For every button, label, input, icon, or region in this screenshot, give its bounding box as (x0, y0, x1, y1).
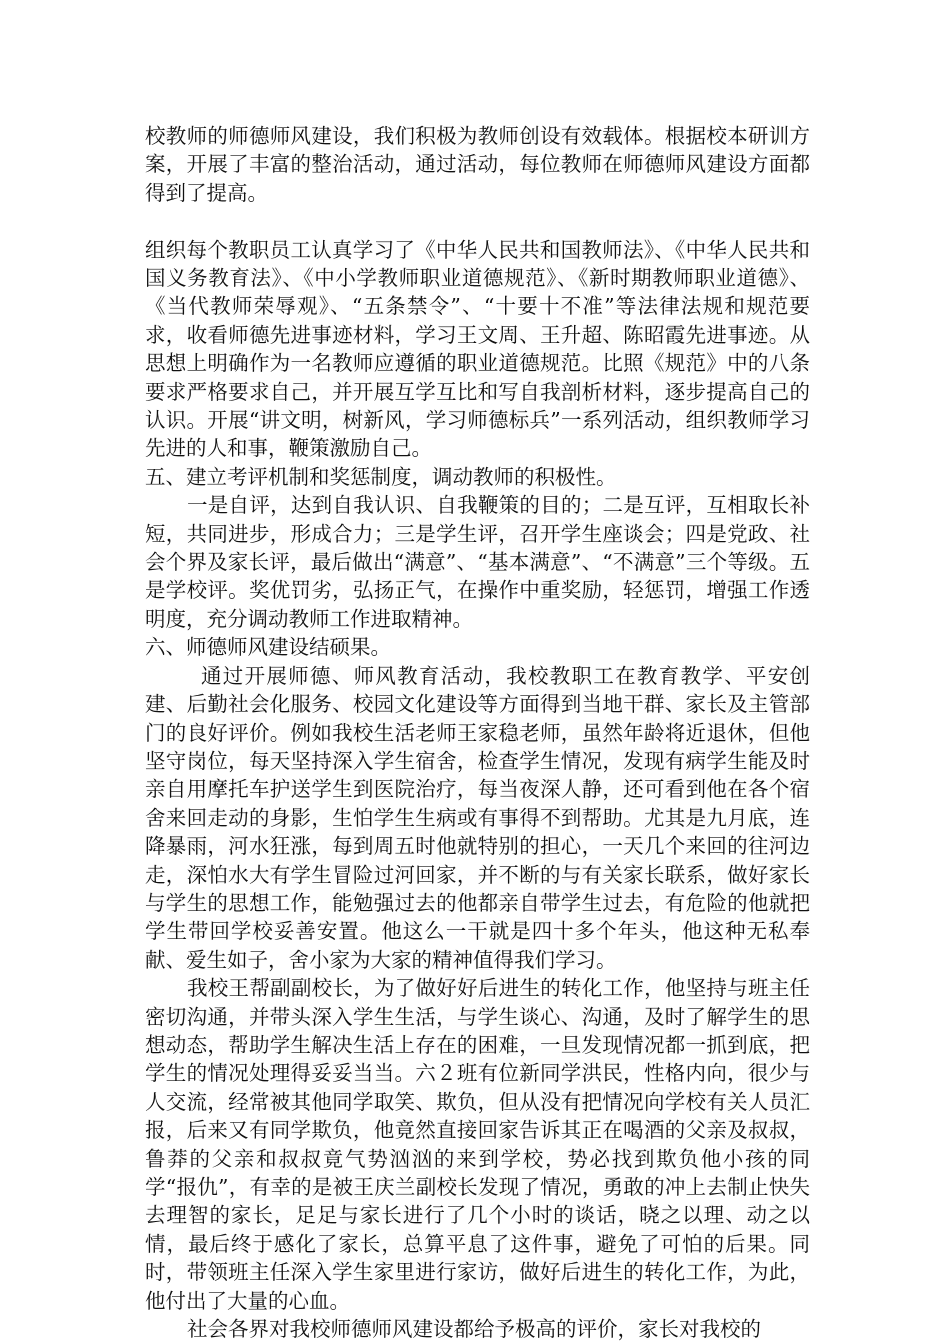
section-heading-6: 六、师德师风建设结硕果。 (145, 635, 391, 660)
paragraph-evaluation: 一是自评，达到自我认识、自我鞭策的目的；二是互评，互相取长补短，共同进步，形成合力；三是学生评，召开学生座谈会；四是党政、社会个界及家长评，最后做出“满意”、“基本满意”、“不满意”三个等级。五是学校评。奖优罚劣，弘扬正气，在操作中重奖励，轻惩罚，增强工作透明度，充分调动教师工作进取精神。 (145, 493, 810, 631)
blank-line (145, 207, 810, 235)
paragraph-teacher-wang-jiawen: 通过开展师德、师风教育活动，我校教职工在教育教学、平安创建、后勤社会化服务、校园文化建设等方面得到当地干群、家长及主管部门的良好评价。例如我校生活老师王家稳老师，虽然年龄将近退休，但他坚守岗位，每天坚持深入学生宿舍，检查学生情况，发现有病学生能及时亲自用摩托车护送学生到医院治疗，每当夜深人静，还可看到他在各个宿舍来回走动的身影，生怕学生生病或有事得不到帮助。尤其是九月底，连降暴雨，河水狂涨，每到周五时他就特别的担心，一天几个来回的往河边走，深怕水大有学生冒险过河回家，并不断的与有关家长联系，做好家长与学生的思想工作，能勉强过去的他都亲自带学生过去，有危险的他就把学生带回学校妥善安置。他这么一干就是四十多个年头，他这种无私奉献、爱生如子，舍小家为大家的精神值得我们学习。 (145, 663, 810, 972)
section-heading-5: 五、建立考评机制和奖惩制度，调动教师的积极性。 (145, 464, 617, 489)
paragraph-intro: 校教师的师德师风建设，我们积极为教师创设有效载体。根据校本研训方案，开展了丰富的整治活动，通过活动，每位教师在师德师风建设方面都得到了提高。 (145, 124, 810, 205)
paragraph-society-evaluation: 社会各界对我校师德师风建设都给予极高的评价，家长对我校的 (187, 1317, 761, 1342)
document-body (145, 122, 810, 1343)
paragraph-study-laws: 组织每个教职员工认真学习了《中华人民共和国教师法》、《中华人民共和国义务教育法》、《中小学教师职业道德规范》、《新时期教师职业道德》、《当代教师荣辱观》、“五条禁令”、“十要十不准”等法律法规和规范要求，收看师德先进事迹材料，学习王文周、王升超、陈昭霞先进事迹。从思想上明确作为一名教师应遵循的职业道德规范。比照《规范》中的八条要求严格要求自己，并开展互学互比和写自我剖析材料，逐步提高自己的认识。开展“讲文明，树新风，学习师德标兵”一系列活动，组织教师学习先进的人和事，鞭策激励自己。 (145, 237, 810, 461)
paragraph-vice-principal: 我校王帮副副校长，为了做好好后进生的转化工作，他坚持与班主任密切沟通，并带头深入学生生活，与学生谈心、沟通，及时了解学生的思想动态，帮助学生解决生活上存在的困难，一旦发现情况都一抓到底，把学生的情况处理得妥妥当当。六２班有位新同学洪民，性格内向，很少与人交流，经常被其他同学取笑、欺负，但从没有把情况向学校有关人员汇报，后来又有同学欺负，他竟然直接回家告诉其正在喝酒的父亲及叔叔，鲁莽的父亲和叔叔竟气势汹汹的来到学校，势必找到欺负他小孩的同学“报仇”，有幸的是被王庆兰副校长发现了情况，勇敢的冲上去制止快失去理智的家长，足足与家长进行了几个小时的谈话，晓之以理、动之以情，最后终于感化了家长，总算平息了这件事，避免了可怕的后果。同时，带领班主任深入学生家里进行家访，做好后进生的转化工作，为此，他付出了大量的心血。 (145, 976, 810, 1313)
